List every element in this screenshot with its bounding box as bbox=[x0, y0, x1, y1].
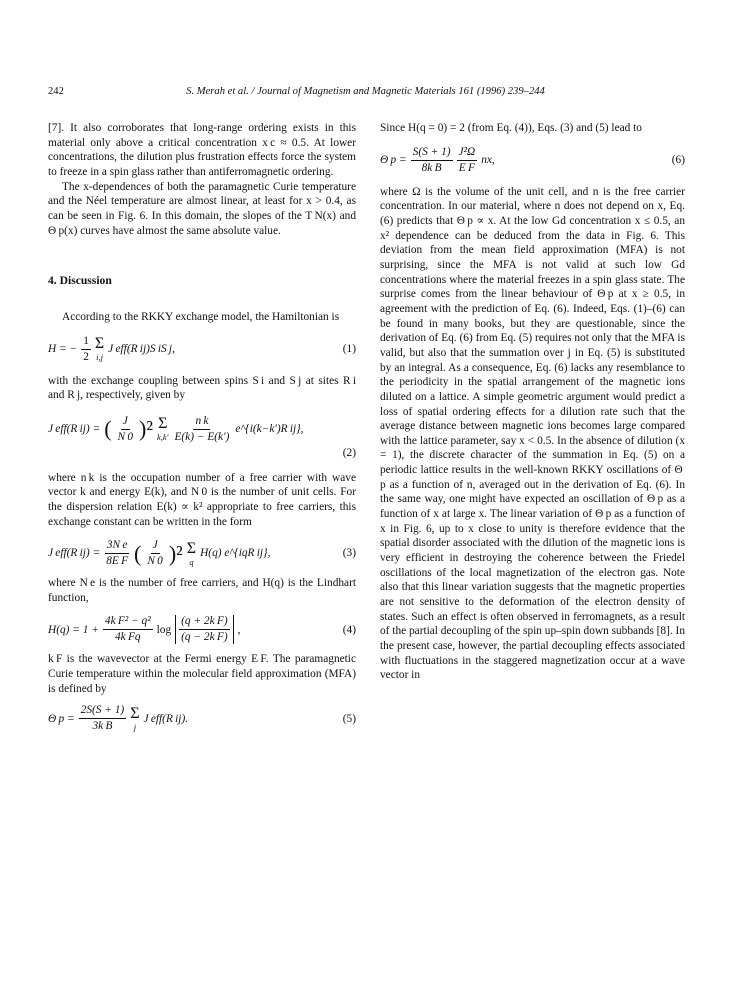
fraction bbox=[179, 615, 229, 644]
denominator: 2 bbox=[83, 350, 89, 363]
denominator: 8E F bbox=[106, 555, 129, 568]
paren-close: )² bbox=[139, 416, 153, 442]
paragraph: k F is the wavevector at the Fermi energy E F. The paramagnetic Curie temperature within the molecular field approximation (MFA) is defined by bbox=[48, 653, 356, 695]
eq-term: Θ p = bbox=[48, 712, 75, 725]
denominator: (q − 2k F) bbox=[181, 631, 228, 644]
sum-index: k,k′ bbox=[156, 432, 169, 443]
equation-3 bbox=[48, 539, 356, 568]
eq-term: J eff(R ij) = bbox=[48, 547, 101, 560]
equation-6 bbox=[380, 146, 685, 175]
equation-number: (1) bbox=[342, 342, 356, 355]
page-header bbox=[48, 86, 683, 102]
equation-2 bbox=[48, 415, 356, 461]
eq-term: Θ p = bbox=[380, 153, 407, 166]
paren-close: )² bbox=[168, 540, 183, 566]
eq-term: H = − bbox=[48, 342, 78, 355]
numerator: S(S + 1) bbox=[411, 146, 453, 161]
numerator: J²Ω bbox=[457, 146, 478, 161]
section-heading: 4. Discussion bbox=[48, 274, 112, 288]
paren-open: ( bbox=[104, 416, 112, 442]
eq-term: e^{i(k−k′)R ij}, bbox=[235, 423, 304, 436]
numerator: 3N e bbox=[105, 539, 130, 554]
right-column bbox=[380, 121, 685, 683]
numerator: 1 bbox=[81, 335, 91, 350]
left-column bbox=[48, 121, 356, 733]
denominator: N 0 bbox=[117, 430, 134, 443]
sum-symbol: Σ k,k′ bbox=[156, 415, 169, 443]
paragraph: [7]. It also corroborates that long-range ordering exists in this material only above a critical concentration x c ≈ 0.5. At lower concentrations, the dilution plus frustration effects force the system to freeze in a spin glass rather than antiferromagnetic ordering. bbox=[48, 122, 356, 178]
equation-1 bbox=[48, 335, 356, 364]
denominator: N 0 bbox=[147, 555, 163, 568]
fraction bbox=[104, 539, 130, 568]
sum-index: i,j bbox=[96, 352, 103, 363]
denominator: 3k B bbox=[92, 720, 113, 733]
paren-open: ( bbox=[134, 540, 142, 566]
equation-4 bbox=[48, 615, 356, 644]
numerator: J bbox=[121, 415, 130, 430]
paragraph: where Ω is the volume of the unit cell, and n is the free carrier concentration. In our material, where n does not depend on x, Eq. (6) predicts that Θ p ∝ x. At the low Gd concentration x ≤ 0.5, an x² dependence can be deduced from the data in Fig. 6. This deviation from the mean field approximation (MFA) is not surprising, since the MFA is not valid at such low Gd concentrations where the material freezes in a spin glass state. The surprise comes from the linear behaviour of Θ p at x ≥ 0.5, in agreement with the prediction of Eq. (6). Indeed, Eqs. (1)–(6) can be found in many books, but they are questionable, since the derivation of Eq. (6) from Eq. (5) requires not only that the MFA is valid, but also that the summation over j in Eq. (5) is substituted by an integral. As a consequence, Eq. (6) lacks any resemblance to the periodicity in the spatial arrangement of the magnetic ions diluted on a lattice. A simple geometric argument would predict a loss of spatial ordering effects for a dilution rate such that the average distance between magnetic ions becomes large compared with the lattice parameter, say x < 0.5. In the absence of dilution (x = 1), the discrete character of the summation in Eq. (5) on a periodic lattice results in the well-known RKKY oscillations of Θ p as a function of n, averaged out in the derivation of Eq. (6). In the same way, one might have expected an oscillation of Θ p as a function of x at large x. The linear variation of Θ p as a function of x in Fig. 6, up to x close to unity is therefore evidence that the spatial disorder associated with the dilution of the magnetic ions is very efficient in destroying the coherence between the Friedel oscillations of the local magnetization of the electron gas. Note also that this linear variation suggests that the magnetic properties are not sensitive to the deformation of the electron density of states. Such an effect is often observed in ferromagnets, as a result of the partial decoupling of the spin up–spin down subbands [8]. In the present case, however, the partial decoupling effects associated with fluctuations in the staggered magnetization occur at a wave vector in bbox=[380, 185, 685, 682]
sum-index: j bbox=[133, 721, 137, 732]
denominator: 4k Fq bbox=[114, 631, 141, 644]
numerator: J bbox=[151, 539, 160, 554]
fraction bbox=[116, 415, 136, 444]
numerator: 2S(S + 1) bbox=[79, 704, 127, 719]
sum-symbol: Σ j bbox=[130, 704, 140, 732]
sum-index: q bbox=[189, 556, 194, 567]
equation-number: (3) bbox=[342, 547, 356, 560]
paragraph: The x-dependences of both the paramagnetic Curie temperature and the Néel temperature are almost linear, at least for x > 0.4, as can be seen in Fig. 6. In this domain, the slopes of the T N(x) and Θ p(x) curves have almost the same absolute value. bbox=[48, 180, 356, 237]
fraction bbox=[411, 146, 453, 175]
paragraph: with the exchange coupling between spins S i and S j at sites R i and R j, respectively, given by bbox=[48, 374, 356, 402]
comma: , bbox=[237, 623, 241, 636]
equation-number: (2) bbox=[342, 446, 356, 459]
eq-term: J eff(R ij)S iS j, bbox=[108, 342, 175, 355]
denominator: E F bbox=[458, 161, 475, 174]
paragraph: Since H(q = 0) = 2 (from Eq. (4)), Eqs. (3) and (5) lead to bbox=[380, 122, 642, 134]
absolute-value bbox=[175, 615, 233, 644]
fraction bbox=[457, 146, 478, 175]
eq-term: J eff(R ij). bbox=[143, 712, 189, 725]
page-number: 242 bbox=[48, 86, 64, 97]
numerator: 4k F² − q² bbox=[103, 615, 153, 630]
running-title: S. Merah et al. / Journal of Magnetism and Magnetic Materials 161 (1996) 239–244 bbox=[186, 86, 545, 97]
equation-number: (6) bbox=[671, 153, 685, 166]
fraction bbox=[173, 415, 232, 444]
sum-symbol: Σ q bbox=[186, 539, 197, 567]
fraction bbox=[103, 615, 153, 644]
paragraph: where n k is the occupation number of a free carrier with wave vector k and energy E(k), and N 0 is the number of unit cells. For the dispersion relation E(k) ∝ k² appropriate to free carriers, this exchange constant can be written in the form bbox=[48, 471, 356, 528]
fraction bbox=[81, 335, 91, 364]
sum-symbol: Σ i,j bbox=[94, 335, 105, 363]
eq-term: H(q) = 1 + bbox=[48, 623, 99, 636]
numerator: n k bbox=[193, 415, 210, 430]
numerator: (q + 2k F) bbox=[179, 615, 229, 630]
denominator: 8k B bbox=[421, 161, 442, 174]
eq-term: nx, bbox=[481, 153, 495, 166]
equation-number: (5) bbox=[342, 712, 356, 725]
eq-term: J eff(R ij) = bbox=[48, 423, 101, 436]
denominator: E(k) − E(k′) bbox=[174, 430, 230, 443]
paragraph: where N e is the number of free carriers, and H(q) is the Lindhart function, bbox=[48, 577, 356, 604]
fraction bbox=[145, 539, 165, 568]
paragraph: According to the RKKY exchange model, the Hamiltonian is bbox=[62, 310, 340, 323]
equation-number: (4) bbox=[342, 623, 356, 636]
equation-5 bbox=[48, 704, 356, 733]
fraction bbox=[79, 704, 127, 733]
eq-term: H(q) e^{iqR ij}, bbox=[200, 547, 271, 560]
log-operator: log bbox=[156, 623, 172, 636]
